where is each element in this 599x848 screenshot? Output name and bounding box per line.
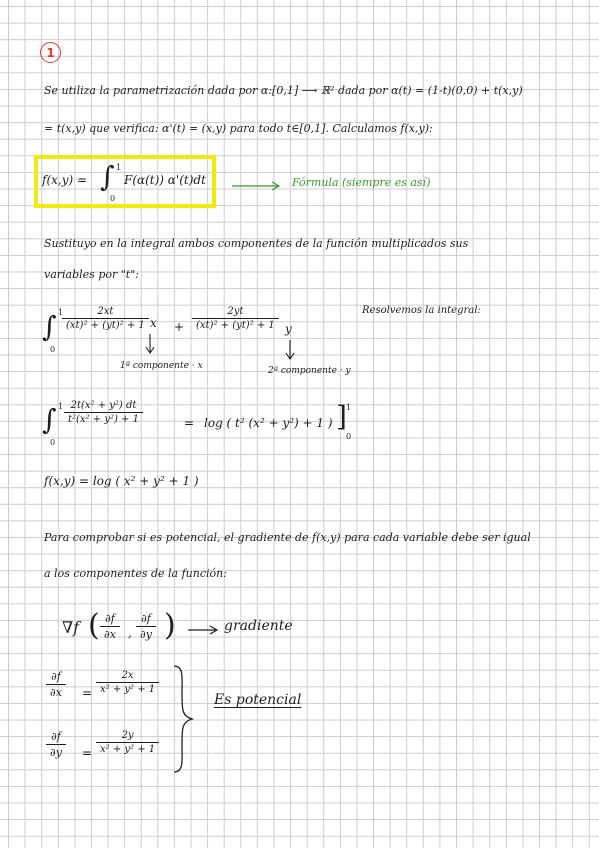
potential-line-1: Para comprobar si es potencial, el gradiente de f(x,y) para cada variable debe ser igual [44, 531, 531, 544]
evaluation-bracket: ] [336, 400, 347, 433]
eval-upper-limit: 1 [346, 403, 352, 412]
potential-line-2: a los componentes de la función: [44, 567, 227, 580]
gradient-frac-x: $\frac{\partial f}{\partial x}$ [100, 612, 120, 641]
partial-x-rhs: $\frac{2x}{\text{x² + y² + 1}}$ [96, 670, 159, 695]
formula-upper-limit: 1 [116, 163, 122, 172]
formula-note: Fórmula (siempre es así) [292, 176, 431, 189]
integral-1-mult-x: x [150, 316, 157, 330]
gradient-frac-y: $\frac{\partial f}{\partial y}$ [136, 612, 156, 641]
component-1-label: 1ª componente · x [120, 361, 203, 371]
conclusion-text: Es potencial [214, 692, 302, 708]
formula-lower-limit: 0 [110, 194, 116, 203]
substitute-line-2: variables por "t": [44, 268, 139, 281]
integral-1-lower: 0 [50, 345, 56, 354]
gradient-close-paren: ) [164, 608, 176, 643]
integral-1-upper: 1 [58, 308, 64, 317]
integral-1-sign: ∫ [42, 310, 57, 343]
integral-note: Resolvemos la integral: [362, 305, 481, 316]
integral-1-plus: + [174, 320, 185, 334]
gradient-nabla: ∇f [62, 618, 80, 637]
formula-lhs: f(x,y) = [42, 173, 88, 187]
integral-2-fraction: $\frac{\text{2t(x² + y²) dt}}{\text{t²(x² + y²) + 1}}$ [64, 400, 143, 425]
formula-integrand: F(α(t)) α'(t)dt [124, 173, 206, 187]
arrow-icon [232, 182, 282, 192]
substitute-line-1: Sustituyo en la integral ambos componentes de la función multiplicados sus [44, 237, 469, 250]
down-arrow-icon [286, 340, 296, 362]
integral-1-mult-y: y [285, 322, 292, 336]
partial-y-lhs: $\frac{\partial f}{\partial y}$ [46, 730, 66, 759]
section-number-badge: 1 [40, 42, 61, 63]
partial-y-equals: = [82, 746, 93, 760]
integral-2-upper: 1 [58, 402, 64, 411]
gradient-open-paren: ( [88, 608, 100, 643]
formula-integral-sign: ∫ [100, 160, 115, 193]
integral-2-equals: = [184, 416, 195, 430]
right-brace [172, 664, 194, 774]
intro-line-1: Se utiliza la parametrización dada por α:[0,1] ⟶ ℝ² dada por α(t) = (1-t)(0,0) + t(x,y) [44, 84, 523, 97]
partial-x-lhs: $\frac{\partial f}{\partial x}$ [46, 670, 66, 699]
gradient-label: gradiente [224, 618, 293, 634]
result-line: f(x,y) = log ( x² + y² + 1 ) [44, 474, 199, 488]
integral-1-frac-2: $\frac{2yt}{\text{(xt)² + (yt)² + 1}}$ [192, 306, 279, 331]
intro-line-2: = t(x,y) que verifica: α'(t) = (x,y) para todo t∈[0,1]. Calculamos f(x,y): [44, 122, 433, 135]
gradient-comma: , [128, 626, 132, 640]
arrow-icon [188, 626, 220, 636]
down-arrow-icon [146, 334, 156, 356]
component-2-label: 2ª componente · y [268, 366, 351, 376]
partial-y-rhs: $\frac{2y}{\text{x² + y² + 1}}$ [96, 730, 159, 755]
partial-x-equals: = [82, 686, 93, 700]
integral-1-frac-1: $\frac{2xt}{\text{(xt)² + (yt)² + 1}}$ [62, 306, 149, 331]
integral-2-sign: ∫ [42, 403, 57, 436]
integral-2-result: log ( t² (x² + y²) + 1 ) [204, 416, 333, 430]
eval-lower-limit: 0 [346, 432, 352, 441]
integral-2-lower: 0 [50, 438, 56, 447]
